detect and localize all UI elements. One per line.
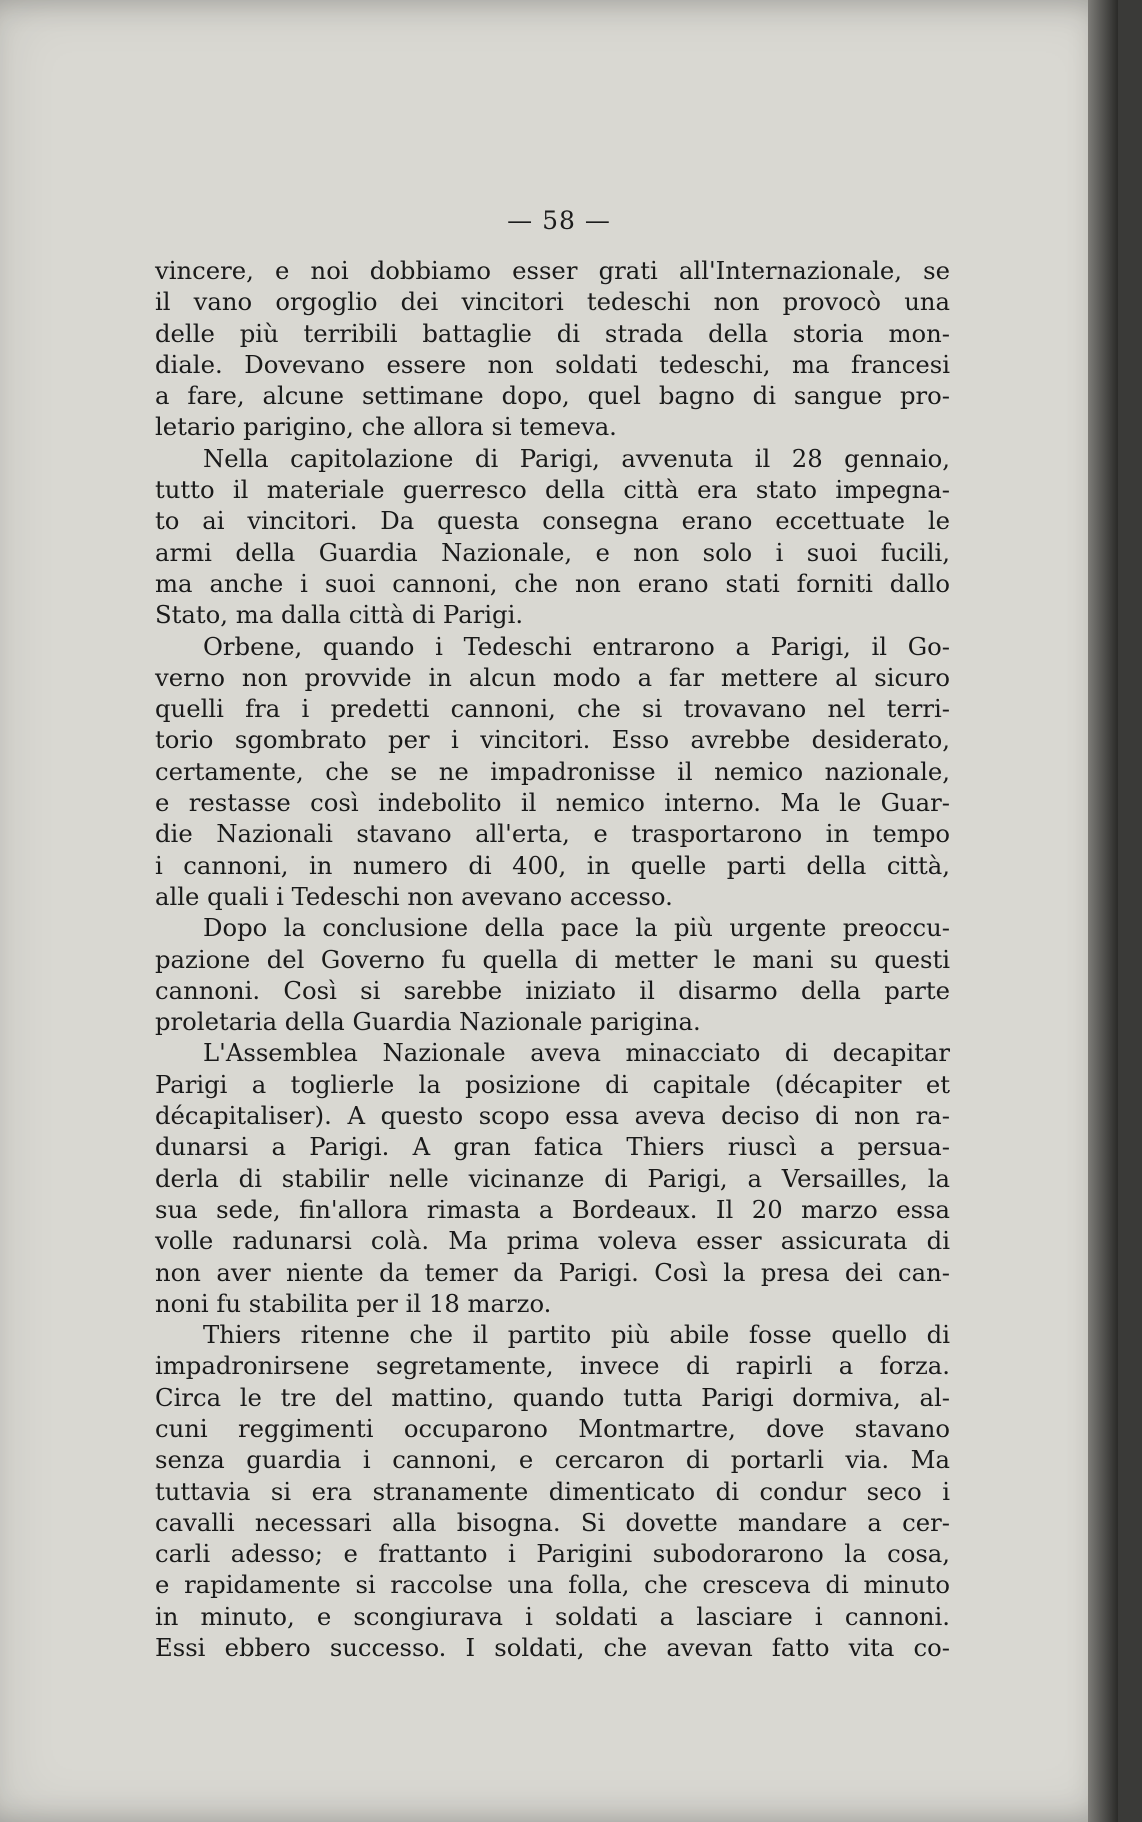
text-line: Dopo la conclusione della pace la più urgente preoccu- — [203, 913, 950, 943]
text-line: volle radunarsi colà. Ma prima voleva esser assicurata di — [155, 1226, 950, 1256]
text-line: Orbene, quando i Tedeschi entrarono a Parigi, il Go- — [203, 631, 950, 661]
text-line: impadronirsene segretamente, invece di rapirli a forza. — [155, 1351, 950, 1381]
text-line: armi della Guardia Nazionale, e non solo i suoi fucili, — [155, 537, 950, 567]
text-line: dunarsi a Parigi. A gran fatica Thiers riuscì a persua- — [155, 1132, 950, 1162]
text-line: torio sgombrato per i vincitori. Esso avrebbe desiderato, — [155, 725, 950, 755]
text-line: to ai vincitori. Da questa consegna erano eccettuate le — [155, 506, 950, 536]
text-line: noni fu stabilita per il 18 marzo. — [155, 1288, 552, 1318]
text-line: Thiers ritenne che il partito più abile fosse quello di — [203, 1320, 950, 1350]
text-line: alle quali i Tedeschi non avevano accesso. — [155, 881, 673, 911]
text-line: delle più terribili battaglie di strada della storia mon- — [155, 318, 950, 348]
text-line: verno non provvide in alcun modo a far mettere al sicuro — [155, 662, 950, 692]
text-line: e rapidamente si raccolse una folla, che cresceva di minuto — [155, 1570, 950, 1600]
text-line: décapitaliser). A questo scopo essa aveva deciso di non ra- — [155, 1101, 950, 1131]
body-text — [155, 255, 950, 1663]
text-line: L'Assemblea Nazionale aveva minacciato di decapitar — [203, 1038, 950, 1068]
text-line: non aver niente da temer da Parigi. Così la presa dei can- — [155, 1257, 950, 1287]
text-line: cannoni. Così si sarebbe iniziato il disarmo della parte — [155, 975, 950, 1005]
text-line: quelli fra i predetti cannoni, che si trovavano nel terri- — [155, 694, 950, 724]
text-line: letario parigino, che allora si temeva. — [155, 412, 617, 442]
text-line: Nella capitolazione di Parigi, avvenuta il 28 gennaio, — [203, 443, 950, 473]
text-line: e restasse così indebolito il nemico interno. Ma le Guar- — [155, 788, 950, 818]
text-line: tuttavia si era stranamente dimenticato di condur seco i — [155, 1476, 950, 1506]
text-line: Parigi a toglierle la posizione di capitale (décapiter et — [155, 1069, 950, 1099]
text-line: vincere, e noi dobbiamo esser grati all'Internazionale, se — [155, 256, 950, 285]
text-line: carli adesso; e frattanto i Parigini subodorarono la cosa, — [155, 1539, 950, 1569]
page-edge-shadow — [1088, 0, 1118, 1822]
text-line: proletaria della Guardia Nazionale parigina. — [155, 1007, 701, 1037]
text-line: diale. Dovevano essere non soldati tedeschi, ma francesi — [155, 349, 950, 379]
text-line: senza guardia i cannoni, e cercaron di portarli via. Ma — [155, 1445, 950, 1475]
page-number: — 58 — — [507, 206, 611, 235]
text-line: certamente, che se ne impadronisse il nemico nazionale, — [155, 756, 950, 786]
text-line: i cannoni, in numero di 400, in quelle parti della città, — [155, 850, 950, 880]
text-line: Essi ebbero successo. I soldati, che avevan fatto vita co- — [155, 1633, 950, 1663]
text-line: il vano orgoglio dei vincitori tedeschi non provocò una — [155, 287, 950, 317]
text-line: ma anche i suoi cannoni, che non erano stati forniti dallo — [155, 568, 950, 598]
text-line: Stato, ma dalla città di Parigi. — [155, 600, 524, 630]
text-line: tutto il materiale guerresco della città era stato impegna- — [155, 475, 950, 505]
text-line: sua sede, fin'allora rimasta a Bordeaux. Il 20 marzo essa — [155, 1194, 950, 1224]
text-line: a fare, alcune settimane dopo, quel bagno di sangue pro- — [155, 381, 950, 411]
text-line: pazione del Governo fu quella di metter le mani su questi — [155, 944, 950, 974]
text-line: derla di stabilir nelle vicinanze di Parigi, a Versailles, la — [155, 1163, 950, 1193]
text-line: Circa le tre del mattino, quando tutta Parigi dormiva, al- — [155, 1382, 950, 1412]
text-line: in minuto, e scongiurava i soldati a lasciare i cannoni. — [155, 1601, 950, 1631]
text-line: cavalli necessari alla bisogna. Si dovette mandare a cer- — [155, 1507, 950, 1537]
text-line: die Nazionali stavano all'erta, e trasportarono in tempo — [155, 819, 950, 849]
text-line: cuni reggimenti occuparono Montmartre, dove stavano — [155, 1413, 950, 1443]
